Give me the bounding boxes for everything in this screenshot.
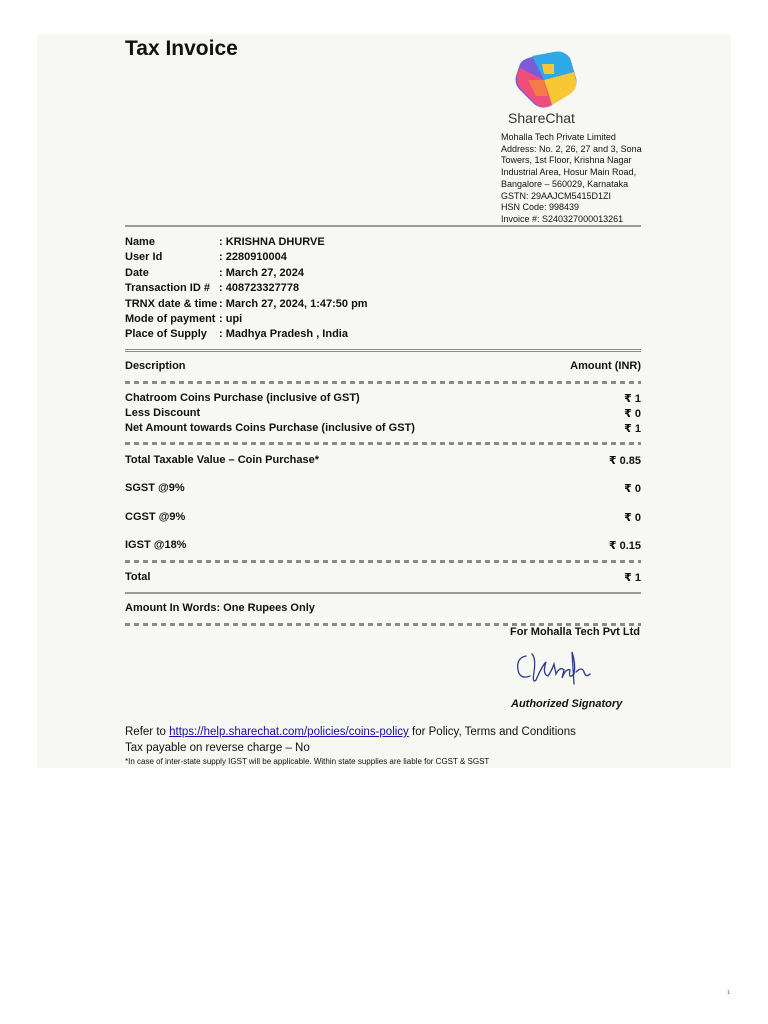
company-gstn: GSTN: 29AAJCM5415D1ZI (501, 190, 612, 201)
amount-in-words-text: Amount In Words: One Rupees Only (125, 602, 315, 614)
row-amount: ₹ 0.85 (608, 455, 641, 467)
table-row (125, 482, 641, 495)
table-row (125, 511, 641, 524)
company-hsn: HSN Code: 998439 (501, 202, 580, 213)
info-label: Transaction ID # (125, 282, 210, 295)
row-amount: ₹ 0 (624, 483, 641, 495)
row-amount: ₹ 0 (624, 408, 641, 420)
info-value: : KRISHNA DHURVE (219, 236, 325, 248)
info-label: Name (125, 236, 155, 248)
table-row (125, 422, 641, 435)
info-label: Place of Supply (125, 328, 207, 341)
amount-header: Amount (INR) (570, 360, 641, 372)
info-row (125, 266, 368, 281)
table-row (125, 392, 641, 405)
info-row (125, 281, 368, 296)
info-value: : 408723327778 (219, 282, 300, 295)
dashed-divider (125, 381, 641, 384)
info-label: Mode of payment (125, 312, 216, 325)
info-row (125, 235, 368, 250)
page-number: 1 (727, 990, 730, 996)
row-description: Chatroom Coins Purchase (inclusive of GST) (125, 392, 360, 404)
company-address-line: Towers, 1st Floor, Krishna Nagar (501, 155, 632, 166)
brand-name: ShareChat (508, 110, 575, 126)
table-row (125, 539, 641, 552)
policy-reference (125, 726, 576, 738)
customer-info (125, 235, 368, 343)
gst-footnote: *In case of inter-state supply IGST will be applicable. Within state supplies are liable for CGST & SGST (125, 757, 490, 766)
invoice-title: Tax Invoice (125, 37, 238, 60)
row-description: Net Amount towards Coins Purchase (inclusive of GST) (125, 422, 415, 434)
company-details (501, 132, 651, 226)
divider (125, 592, 641, 594)
signatory-label: Authorized Signatory (511, 698, 623, 710)
row-description: Less Discount (125, 407, 201, 419)
reverse-charge-note: Tax payable on reverse charge – No (125, 742, 310, 754)
total-amount: ₹ 1 (624, 572, 641, 584)
refer-prefix: Refer to (125, 726, 170, 738)
dashed-divider (125, 442, 641, 445)
row-amount: ₹ 1 (624, 423, 641, 435)
info-row (125, 327, 368, 342)
info-label: User Id (125, 251, 163, 264)
company-address-line: Industrial Area, Hosur Main Road, (501, 167, 637, 178)
info-row (125, 297, 368, 312)
dashed-divider (125, 560, 641, 563)
signature-image (512, 644, 596, 692)
row-description: CGST @9% (125, 511, 186, 523)
company-name: Mohalla Tech Private Limited (501, 132, 616, 142)
info-label: TRNX date & time (125, 297, 218, 310)
invoice-number: Invoice #: S240327000013261 (501, 213, 624, 224)
info-value: : Madhya Pradesh , India (219, 328, 348, 341)
row-description: IGST @18% (125, 539, 187, 551)
table-header (125, 360, 641, 372)
row-amount: ₹ 1 (624, 393, 641, 405)
signatory-company: For Mohalla Tech Pvt Ltd (510, 626, 640, 638)
company-address-line: Bangalore – 560029, Karnataka (501, 178, 629, 189)
sharechat-logo-icon (514, 50, 578, 108)
amount-in-words (125, 602, 641, 614)
total-row (125, 571, 641, 584)
refer-suffix: for Policy, Terms and Conditions (408, 726, 576, 738)
info-row (125, 312, 368, 327)
policy-link[interactable]: https://help.sharechat.com/policies/coins-policy (169, 726, 409, 738)
info-value: : March 27, 2024, 1:47:50 pm (219, 297, 368, 310)
table-row (125, 454, 641, 467)
info-row (125, 250, 368, 265)
divider (125, 349, 641, 352)
divider (125, 225, 641, 227)
total-label: Total (125, 571, 151, 583)
row-description: Total Taxable Value – Coin Purchase* (125, 454, 319, 466)
table-row (125, 407, 641, 420)
info-value: : upi (219, 312, 243, 325)
row-amount: ₹ 0.15 (608, 540, 641, 552)
row-description: SGST @9% (125, 482, 185, 494)
description-header: Description (125, 360, 186, 372)
info-label: Date (125, 266, 149, 279)
info-value: : March 27, 2024 (219, 266, 304, 279)
info-value: : 2280910004 (219, 251, 287, 264)
company-address-line: Address: No. 2, 26, 27 and 3, Sona (501, 143, 642, 154)
row-amount: ₹ 0 (624, 512, 641, 524)
